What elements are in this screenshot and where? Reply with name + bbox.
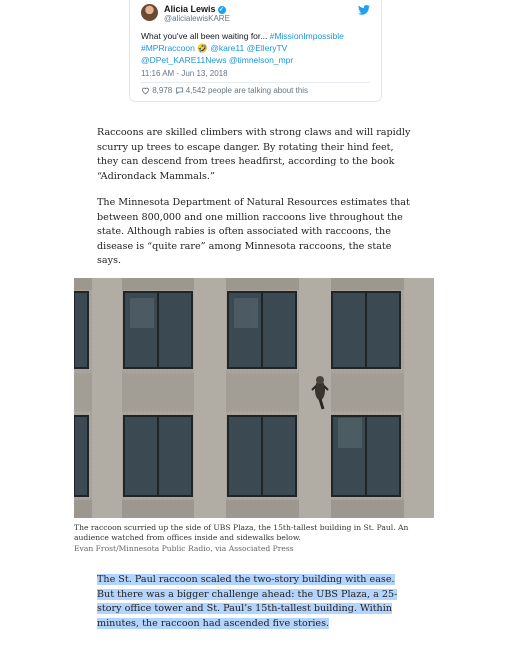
raccoon-building-photo xyxy=(74,278,434,518)
comment-icon[interactable] xyxy=(175,86,184,95)
mention-link[interactable]: @ElleryTV xyxy=(246,43,288,53)
hashtag-link[interactable]: #MPRraccoon xyxy=(141,43,195,53)
verified-icon: ✓ xyxy=(219,6,225,13)
tweet-actions xyxy=(141,86,308,95)
embedded-tweet[interactable] xyxy=(129,0,382,102)
photo-caption: The raccoon scurried up the side of UBS Plaza, the 15th-tallest building in St. Paul. An audience watched from offices inside and sidewalks below. xyxy=(74,523,409,542)
tweet-author-name[interactable] xyxy=(164,4,226,14)
hashtag-link[interactable]: #MissionImpossible xyxy=(269,31,344,41)
mention-link[interactable]: @kare11 xyxy=(210,43,245,53)
tweet-timestamp[interactable]: 11:16 AM - Jun 13, 2018 xyxy=(141,69,228,78)
article-paragraph: The Minnesota Department of Natural Resources estimates that between 800,000 and one million raccoons live throughout the state. Although rabies is often associated with raccoons, the disease is “quite rare” among Minnesota raccoons, the state says. xyxy=(97,197,410,266)
tweet-text xyxy=(141,30,373,66)
photo-credit: Evan Frost/Minnesota Public Radio, via Associated Press xyxy=(74,544,294,553)
heart-icon[interactable] xyxy=(141,86,150,95)
highlighted-text[interactable]: The St. Paul raccoon scaled the two-story building with ease. But there was a bigger challenge ahead: the UBS Plaza, a 25-story office tower and St. Paul’s 15th-tallest building. Within minutes, the raccoon had ascended five stories. xyxy=(97,574,398,629)
twitter-bird-icon[interactable] xyxy=(358,5,370,15)
building-illustration xyxy=(74,278,434,518)
mention-link[interactable]: @DPet_KARE11News xyxy=(141,55,227,65)
mention-link[interactable]: @timnelson_mpr xyxy=(228,55,294,65)
avatar[interactable] xyxy=(141,4,158,21)
tweet-divider xyxy=(141,82,370,83)
emoji: 🤣 xyxy=(197,43,208,53)
article-paragraph: Raccoons are skilled climbers with strong claws and will rapidly scurry up trees to escape danger. By rotating their hind feet, they can descend from trees headfirst, according to the book “Adirondack Mammals.” xyxy=(97,127,411,182)
talking-count[interactable]: 4,542 people are talking about this xyxy=(185,86,309,95)
like-count[interactable]: 8,978 xyxy=(152,86,173,95)
article-paragraph xyxy=(97,573,412,631)
tweet-author-name-text[interactable]: Alicia Lewis xyxy=(164,4,216,14)
tweet-author-handle[interactable]: @alicialewisKARE xyxy=(164,14,230,23)
tweet-text-plain: What you've all been waiting for... xyxy=(141,31,270,41)
